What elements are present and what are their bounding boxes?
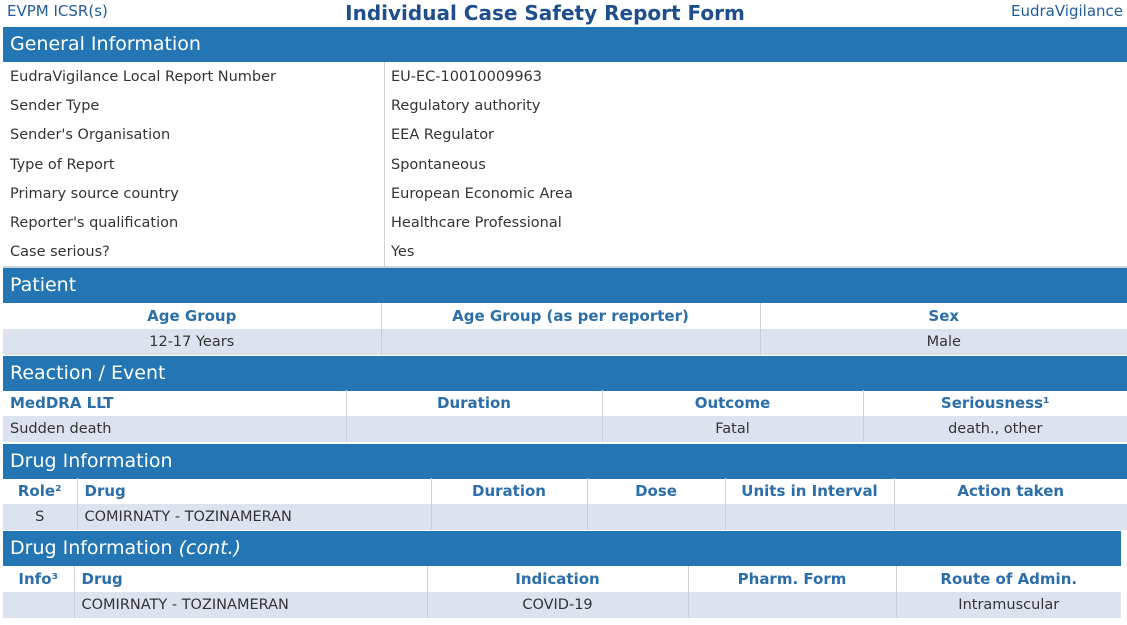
table-cell: death., other [863,416,1127,442]
table-cell: S [3,504,77,530]
table-cell: COMIRNATY - TOZINAMERAN [74,592,427,618]
column-header: Drug [77,478,431,504]
column-header: Duration [431,478,587,504]
column-header: Info³ [3,566,74,592]
table-cell [3,592,74,618]
column-header: Action taken [957,482,1065,500]
field-value: European Economic Area [391,185,573,202]
column-header: Route of Admin. [940,570,1078,588]
drug-information-cont-table [3,566,1121,618]
drug-information-header [3,444,1127,479]
column-header: Drug [74,566,427,592]
drug-information-cont-header [3,531,1121,566]
field-value: Spontaneous [391,156,486,173]
column-header: Units in Interval [725,478,894,504]
table-row [3,121,1127,150]
table-cell: COVID-19 [427,592,688,618]
column-header: Pharm. Form [688,566,896,592]
field-label: EudraVigilance Local Report Number [3,62,385,91]
table-row [3,238,1127,267]
table-row [3,62,1127,91]
table-row [3,91,1127,120]
table-cell: COMIRNATY - TOZINAMERAN [77,504,431,530]
table-cell: Fatal [602,416,863,442]
column-header: Indication [427,566,688,592]
table-cell: Male [760,329,1127,355]
field-value: Regulatory authority [391,97,541,114]
table-row [3,208,1127,237]
general-information-header [3,27,1127,62]
page-title: Individual Case Safety Report Form [345,1,745,25]
column-header: Age Group [3,303,381,329]
reaction-event-header [3,356,1127,391]
column-header: Seriousness¹ [940,394,1050,412]
field-value: EU-EC-10010009963 [391,68,543,85]
table-row [3,592,1121,618]
table-row [3,150,1127,179]
table-cell [381,329,760,355]
general-information-table [3,62,1127,267]
table-row [3,329,1127,355]
column-header: Dose [587,478,725,504]
table-cell [894,504,1127,530]
table-header-row [3,303,1127,329]
field-value: EEA Regulator [391,127,495,144]
field-label: Sender's Organisation [3,121,385,150]
field-value: Yes [391,244,415,261]
table-cell [431,504,587,530]
table-row [3,179,1127,208]
column-header: Outcome [602,390,863,416]
column-header: Age Group (as per reporter) [381,303,760,329]
patient-header [3,268,1127,303]
field-label: Primary source country [3,179,385,208]
table-cell [346,416,602,442]
field-label: Sender Type [3,91,385,120]
table-row [3,504,1127,530]
reaction-event-title: Reaction / Event [10,362,166,384]
field-value: Healthcare Professional [391,215,562,232]
reaction-event-table [3,390,1127,442]
column-header: MedDRA LLT [3,390,346,416]
table-header-row [3,390,1127,416]
drug-information-table [3,478,1127,530]
column-header: Duration [346,390,602,416]
general-information-title: General Information [10,33,201,55]
table-cell [587,504,725,530]
field-label: Type of Report [3,150,385,179]
table-cell: Intramuscular [896,592,1121,618]
column-header: Sex [928,307,960,325]
table-cell [688,592,896,618]
table-header-row [3,566,1121,592]
table-cell: 12-17 Years [3,329,381,355]
patient-table [3,303,1127,355]
drug-information-title: Drug Information [10,450,173,472]
table-cell [725,504,894,530]
page-header [0,0,1127,27]
product-label: EVPM ICSR(s) [7,2,108,20]
table-row [3,416,1127,442]
brand-label: EudraVigilance [1011,2,1123,20]
drug-information-cont-suffix: (cont.) [178,537,242,559]
table-cell: Sudden death [3,416,346,442]
drug-information-cont-title: Drug Information [10,537,173,559]
table-header-row [3,478,1127,504]
field-label: Case serious? [3,238,385,267]
patient-title: Patient [10,274,77,296]
field-label: Reporter's qualification [3,208,385,237]
column-header: Role² [3,478,77,504]
